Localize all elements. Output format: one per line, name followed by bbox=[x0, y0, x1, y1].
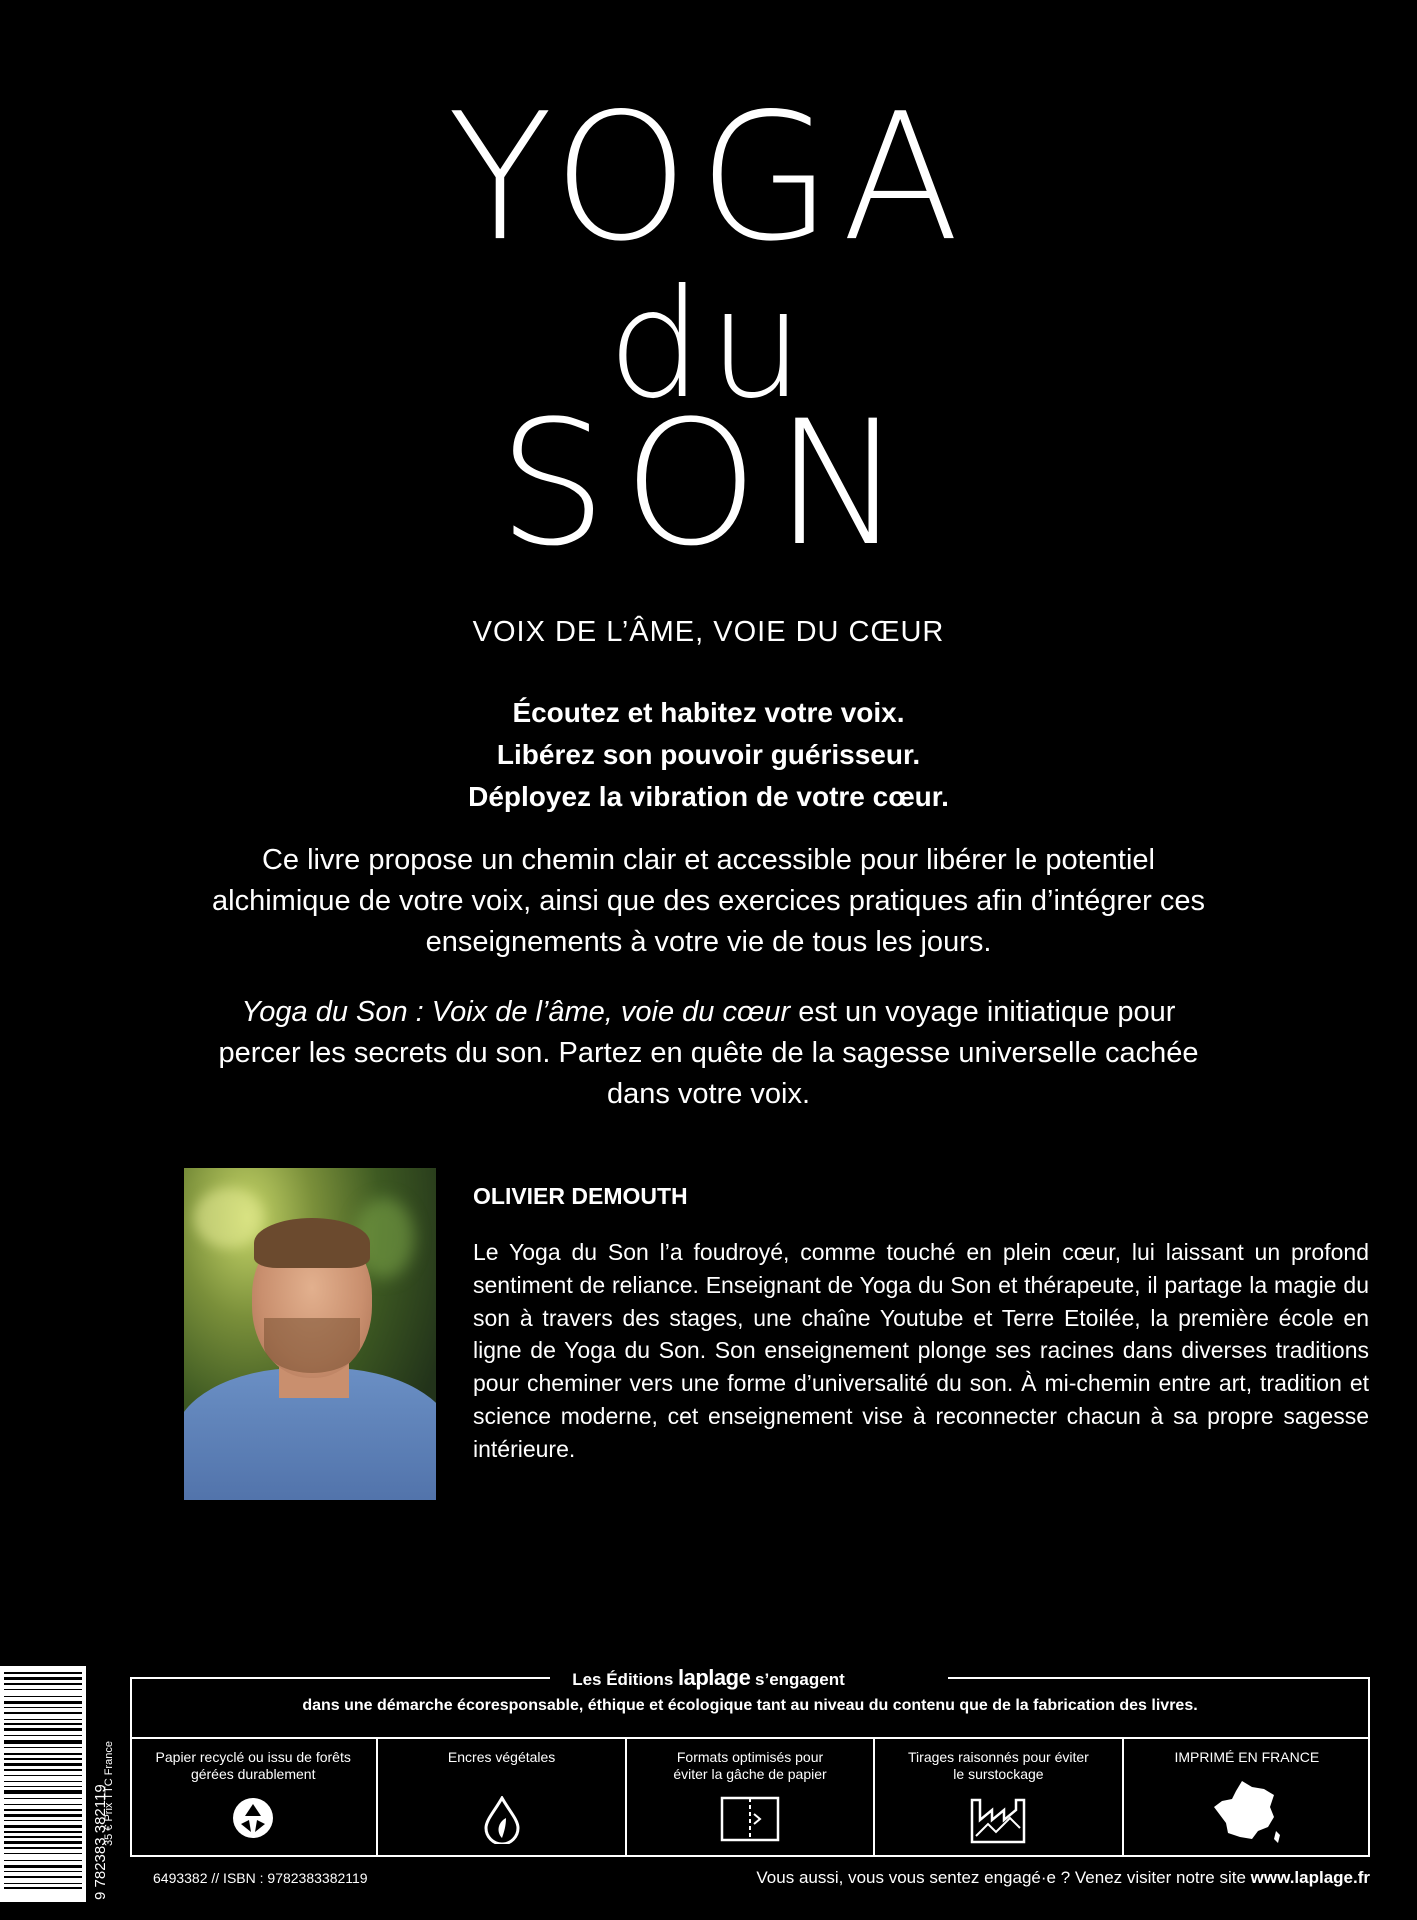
subtitle: VOIX DE L’ÂME, VOIE DU CŒUR bbox=[472, 616, 945, 648]
pitch-text: est un voyage initiatique pour percer les secrets du son. Partez en quête de la sagesse universelle cachée dans votre voix. bbox=[218, 996, 1199, 1110]
title-yoga: YOGA bbox=[447, 74, 970, 280]
barcode bbox=[0, 1666, 86, 1902]
engagement-item: IMPRIMÉ EN FRANCE bbox=[1124, 1739, 1370, 1857]
title-son: SON bbox=[497, 383, 920, 584]
price bbox=[96, 1718, 118, 1848]
page-format-icon bbox=[720, 1796, 780, 1846]
engagement-item: Encres végétales bbox=[378, 1739, 626, 1857]
tagline: Écoutez et habitez votre voix. bbox=[512, 697, 905, 728]
engagement-items bbox=[130, 1737, 1370, 1857]
author-name: OLIVIER DEMOUTH bbox=[473, 1183, 688, 1209]
france-map-icon bbox=[1212, 1779, 1282, 1849]
tagline: Déployez la vibration de votre cœur. bbox=[468, 781, 949, 812]
factory-icon bbox=[970, 1796, 1026, 1848]
description-paragraph: Ce livre propose un chemin clair et accessible pour libérer le potentiel alchimique de votre voix, ainsi que des exercices pratiques afin d’intégrer ces enseignements à votre vie de tous les jours. bbox=[212, 844, 1205, 958]
website-link[interactable]: www.laplage.fr bbox=[1250, 1868, 1370, 1887]
engagement-item: Formats optimisés pour éviter la gâche de papier bbox=[627, 1739, 875, 1857]
book-title-italic: Yoga du Son : Voix de l’âme, voie du cœur bbox=[241, 996, 791, 1028]
pitch-paragraph bbox=[200, 992, 1217, 1115]
title-du: du bbox=[607, 258, 810, 432]
tagline: Libérez son pouvoir guérisseur. bbox=[496, 739, 921, 770]
leaf-drop-icon bbox=[482, 1796, 522, 1848]
svg-text:35 € Prix TTC France: 35 € Prix TTC France bbox=[103, 1741, 115, 1846]
footer-cta: Vous aussi, vous vous sentez engagé·e ? Venez visiter notre site www.laplage.fr bbox=[756, 1868, 1370, 1887]
engagement-item: Tirages raisonnés pour éviter le surstockage bbox=[875, 1739, 1123, 1857]
taglines bbox=[0, 692, 1417, 818]
publisher-logo: laplage bbox=[678, 1665, 751, 1690]
recycle-icon bbox=[231, 1796, 275, 1844]
engagement-heading: Les Éditions laplage s’engagent bbox=[572, 1665, 845, 1690]
author-photo bbox=[184, 1168, 436, 1500]
author-bio: Le Yoga du Son l’a foudroyé, comme touché en plein cœur, lui laissant un profond sentiment de reliance. Enseignant de Yoga du Son et thérapeute, il partage la magie du son à travers des stages, une chaîne Youtube et Terre Etoilée, la première école en ligne de Yoga du Son. Son enseignement plonge ses racines dans diverses traditions pour cheminer vers une forme d’universalité du son. À mi-chemin entre art, tradition et science moderne, cet enseignement vise à reconnecter chacun à sa propre sagesse intérieure. bbox=[473, 1239, 1369, 1462]
isbn: 6493382 // ISBN : 9782383382119 bbox=[153, 1870, 368, 1886]
engagement-item: Papier recyclé ou issu de forêts gérées durablement bbox=[130, 1739, 378, 1857]
engagement-line: dans une démarche écoresponsable, éthique et écologique tant au niveau du contenu que de la fabrication des livres. bbox=[302, 1697, 1198, 1714]
svg-text:9 782383 382119: 9 782383 382119 bbox=[92, 1784, 109, 1900]
